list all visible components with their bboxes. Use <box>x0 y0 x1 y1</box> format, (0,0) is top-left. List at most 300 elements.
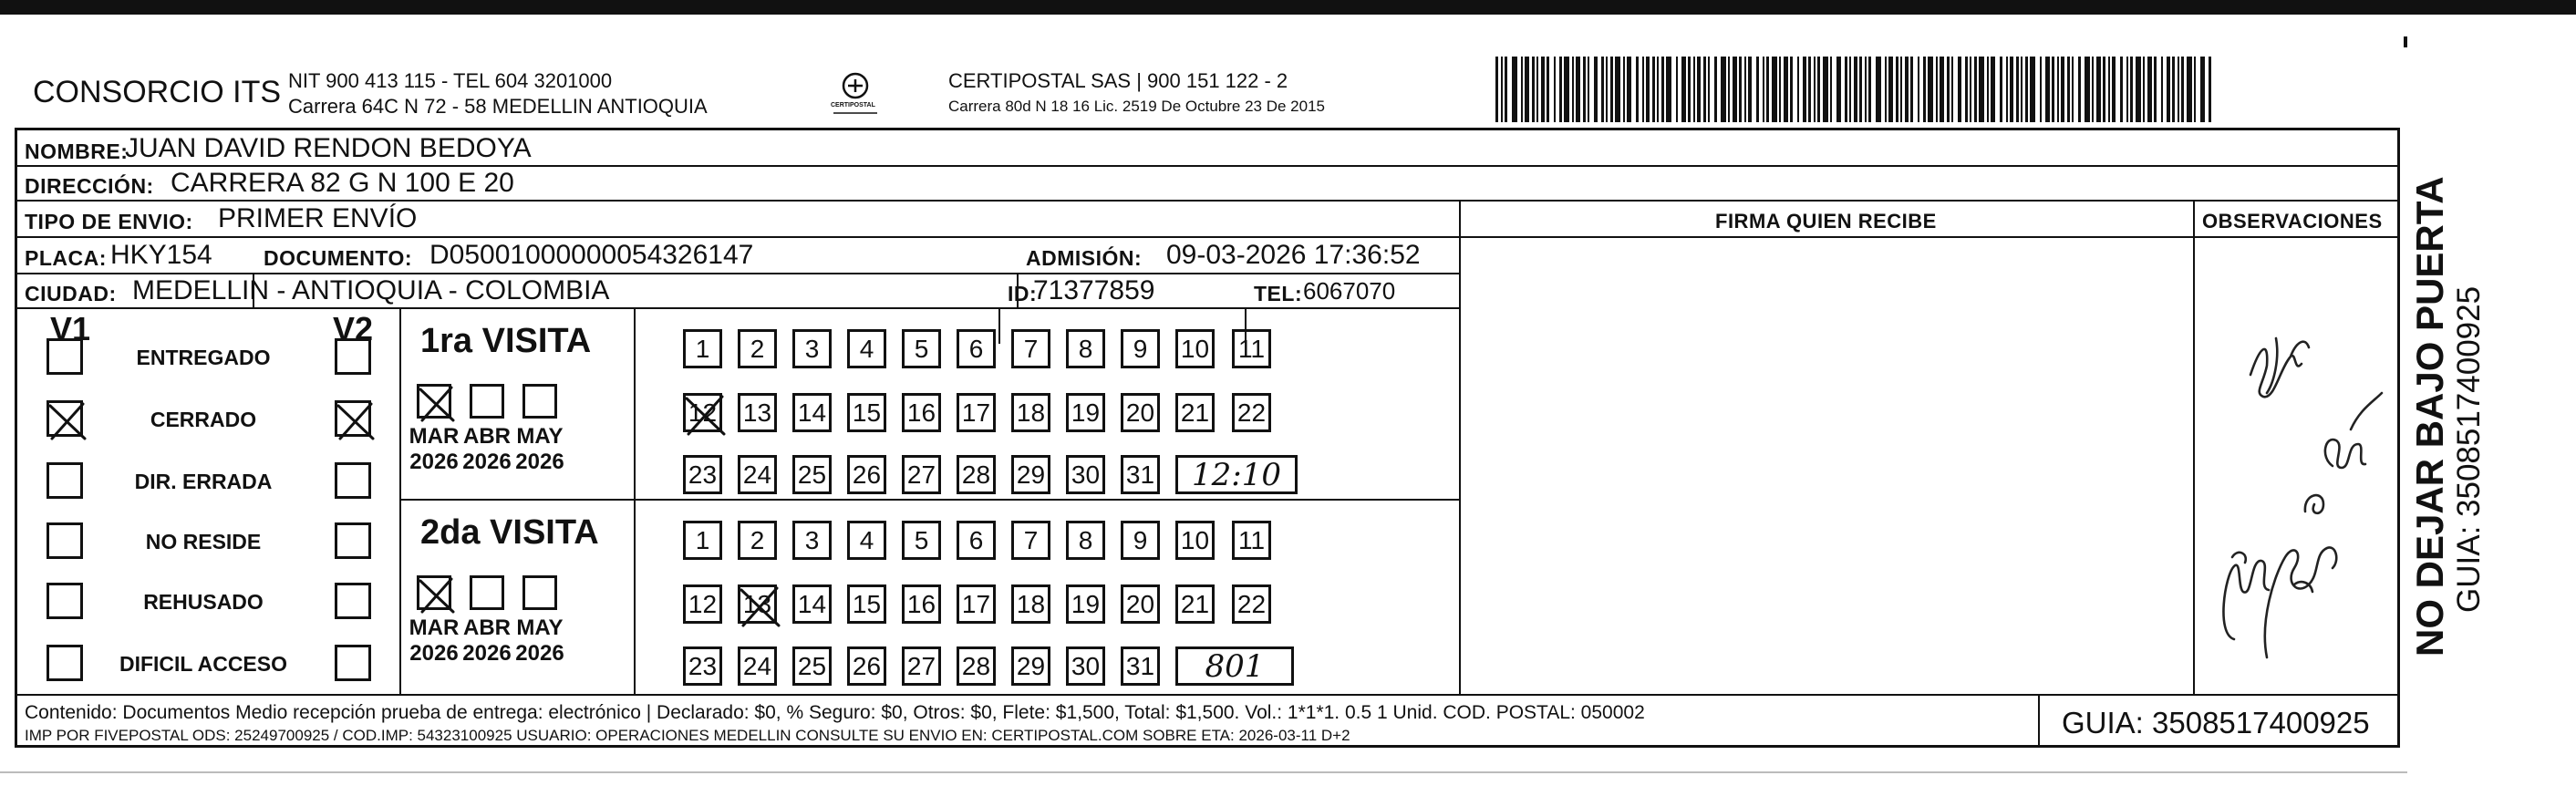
v2-status-checkbox[interactable] <box>335 400 371 437</box>
barcode-bar <box>1733 57 1737 122</box>
first-visit-month-label <box>512 424 567 474</box>
barcode-bar <box>2010 57 2013 122</box>
v1-status-checkbox[interactable] <box>47 338 83 375</box>
barcode-bar <box>2167 57 2170 122</box>
second-visit-day[interactable] <box>1066 584 1105 624</box>
second-visit-day[interactable] <box>738 584 777 624</box>
barcode-bar <box>1693 57 1695 122</box>
day-number: 25 <box>797 651 827 680</box>
first-visit-day[interactable] <box>683 393 722 432</box>
v1-heading: V1 <box>50 310 91 347</box>
barcode-bar <box>2130 57 2133 122</box>
v2-status-checkbox[interactable] <box>335 522 371 559</box>
company-nit-line: NIT 900 413 115 - TEL 604 3201000 <box>288 69 613 92</box>
day-number: 31 <box>1125 651 1155 680</box>
barcode-bar <box>1991 57 1995 122</box>
barcode-bar <box>1814 57 1816 122</box>
barcode-bar <box>1817 57 1820 122</box>
first-visit-day[interactable] <box>1011 455 1050 494</box>
first-visit-time[interactable]: 12:10 <box>1175 455 1298 494</box>
barcode-bar <box>2178 57 2179 122</box>
day-number: 10 <box>1180 525 1210 554</box>
barcode-bar <box>2030 57 2035 122</box>
barcode-bar <box>1958 57 1961 122</box>
day-number: 25 <box>797 460 827 489</box>
second-visit-day[interactable] <box>738 521 777 560</box>
barcode-bar <box>1888 57 1893 122</box>
month-year: 2026 <box>462 640 512 666</box>
barcode-bar <box>1564 57 1569 122</box>
first-visit-day[interactable] <box>1121 393 1160 432</box>
month-year: 2026 <box>409 640 459 666</box>
second-visit-month-checkbox[interactable] <box>522 575 557 610</box>
barcode-bar <box>1554 57 1556 122</box>
second-visit-day[interactable] <box>957 646 996 686</box>
day-number: 29 <box>1016 651 1046 680</box>
second-visit-day[interactable] <box>683 521 722 560</box>
first-visit-title: 1ra VISITA <box>420 322 592 360</box>
barcode-bar <box>1642 57 1644 122</box>
barcode-bar <box>2209 57 2211 122</box>
second-visit-day[interactable] <box>792 521 832 560</box>
first-visit-day[interactable] <box>683 455 722 494</box>
row-divider <box>17 273 1459 274</box>
city: MEDELLIN - ANTIOQUIA - COLOMBIA <box>132 275 610 305</box>
barcode-bar <box>2161 57 2163 122</box>
first-visit-month-checkbox[interactable] <box>522 384 557 419</box>
barcode-bar <box>1885 57 1887 122</box>
second-visit-day[interactable] <box>1175 584 1215 624</box>
day-number: 4 <box>859 334 874 363</box>
day-number: 12 <box>688 398 718 427</box>
first-visit-day[interactable] <box>1066 329 1105 368</box>
barcode-bar <box>1896 57 1898 122</box>
day-number: 9 <box>1133 334 1148 363</box>
first-visit-day[interactable] <box>1175 329 1215 368</box>
barcode-bar <box>2052 57 2054 122</box>
handwritten-signature <box>2196 238 2395 692</box>
day-number: 28 <box>961 651 991 680</box>
barcode-bar <box>1797 57 1799 122</box>
second-visit-day[interactable] <box>683 646 722 686</box>
barcode-bar <box>1936 57 1938 122</box>
day-number: 13 <box>742 398 772 427</box>
barcode-bar <box>1979 57 1984 122</box>
barcode-bar <box>1697 57 1701 122</box>
v2-status-checkbox[interactable] <box>335 462 371 499</box>
barcode-bar <box>1559 57 1562 122</box>
barcode-bar <box>1905 57 1909 122</box>
first-visit-day[interactable] <box>792 455 832 494</box>
day-number: 23 <box>688 651 718 680</box>
barcode-bar <box>1940 57 1944 122</box>
v2-heading: V2 <box>333 310 374 347</box>
day-number: 7 <box>1023 525 1039 554</box>
second-visit-day[interactable] <box>738 646 777 686</box>
first-visit-day[interactable] <box>847 393 886 432</box>
carrier-name-line: CERTIPOSTAL SAS | 900 151 122 - 2 <box>948 69 1288 92</box>
barcode-bar <box>2126 57 2128 122</box>
second-visit-day[interactable] <box>792 584 832 624</box>
barcode-bar <box>1541 57 1545 122</box>
second-visit-day[interactable] <box>1121 521 1160 560</box>
barcode-bar <box>1661 57 1664 122</box>
second-visit-day[interactable] <box>1066 521 1105 560</box>
day-number: 15 <box>852 589 882 618</box>
day-number: 24 <box>742 460 772 489</box>
day-number: 27 <box>906 460 936 489</box>
barcode-bar <box>1681 57 1686 122</box>
send-type: PRIMER ENVÍO <box>218 203 418 233</box>
first-visit-day[interactable] <box>957 393 996 432</box>
first-visit-day[interactable] <box>738 455 777 494</box>
recipient-address: CARRERA 82 G N 100 E 20 <box>171 168 514 198</box>
footer-divider <box>17 694 2397 696</box>
barcode-bar <box>1763 57 1764 122</box>
barcode-bar <box>2045 57 2050 122</box>
carrier-address-line: Carrera 80d N 18 16 Lic. 2519 De Octubre 23 De 2015 <box>948 98 1325 115</box>
month-name: ABR <box>463 424 511 449</box>
barcode-bar <box>1766 57 1769 122</box>
second-visit-month-label <box>512 615 567 666</box>
v2-status-checkbox[interactable] <box>335 338 371 375</box>
barcode-bar <box>2096 57 2101 122</box>
city-label: CIUDAD: <box>25 282 117 305</box>
top-edge-bar <box>0 0 2576 15</box>
first-visit-day[interactable] <box>1121 329 1160 368</box>
barcode-bar <box>1739 57 1742 122</box>
barcode-bar <box>2136 57 2141 122</box>
send-type-label: TIPO DE ENVIO: <box>25 210 193 233</box>
second-visit-day[interactable] <box>902 646 941 686</box>
delivery-form <box>15 128 2400 748</box>
scan-artifact <box>2404 36 2407 47</box>
status-label: NO RESIDE <box>145 530 262 553</box>
name-label: NOMBRE: <box>25 140 129 163</box>
first-visit-day[interactable] <box>1066 393 1105 432</box>
barcode-bar <box>1536 57 1538 122</box>
month-year: 2026 <box>462 449 512 474</box>
month-name: ABR <box>463 615 511 640</box>
day-number: 6 <box>968 525 984 554</box>
barcode-bar <box>2194 57 2196 122</box>
plate: HKY154 <box>110 240 212 270</box>
signature-area <box>1462 238 2191 692</box>
barcode-bar <box>1576 57 1580 122</box>
day-number: 22 <box>1236 589 1267 618</box>
day-number: 31 <box>1125 460 1155 489</box>
barcode-bar <box>1688 57 1691 122</box>
barcode-bar <box>1859 57 1862 122</box>
second-visit-day[interactable] <box>1066 646 1105 686</box>
v1-status-checkbox[interactable] <box>47 462 83 499</box>
barcode-bar <box>1849 57 1851 122</box>
second-visit-month-checkbox[interactable] <box>470 575 504 610</box>
second-visit-day[interactable] <box>1011 584 1050 624</box>
plate-label: PLACA: <box>25 246 107 270</box>
barcode-bar <box>1708 57 1710 122</box>
second-visit-day[interactable] <box>957 521 996 560</box>
second-visit-day[interactable] <box>847 521 886 560</box>
first-visit-day[interactable] <box>1175 393 1215 432</box>
visit-column-divider <box>399 307 401 694</box>
barcode-bar <box>1666 57 1671 122</box>
first-visit-month-label <box>460 424 514 474</box>
barcode-bar <box>1714 57 1717 122</box>
day-number: 24 <box>742 651 772 680</box>
day-number: 16 <box>906 398 936 427</box>
barcode <box>1495 57 2216 122</box>
barcode-bar <box>1512 57 1517 122</box>
first-visit-month-label <box>407 424 461 474</box>
day-number: 27 <box>906 651 936 680</box>
status-label: REHUSADO <box>143 590 264 614</box>
barcode-bar <box>2040 57 2042 122</box>
day-number: 8 <box>1078 334 1093 363</box>
side-guia: GUIA: 3508517400925 <box>2451 285 2487 613</box>
barcode-bar <box>1652 57 1655 122</box>
column-divider <box>1459 200 1461 694</box>
second-visit-day[interactable] <box>792 646 832 686</box>
day-number: 15 <box>852 398 882 427</box>
scan-edge-line <box>0 771 2407 773</box>
barcode-bar <box>1676 57 1678 122</box>
second-visit-day[interactable] <box>1011 521 1050 560</box>
second-visit-day[interactable] <box>847 646 886 686</box>
first-visit-day[interactable] <box>738 329 777 368</box>
day-number: 30 <box>1071 651 1101 680</box>
v2-status-checkbox[interactable] <box>335 645 371 681</box>
row-divider <box>17 307 1459 309</box>
v1-status-checkbox[interactable] <box>47 400 83 437</box>
day-number: 2 <box>750 525 765 554</box>
status-label: DIFICIL ACCESO <box>119 652 287 676</box>
barcode-bar <box>1918 57 1919 122</box>
second-visit-day[interactable] <box>1121 646 1160 686</box>
barcode-bar <box>1803 57 1806 122</box>
second-visit-code[interactable]: 801 <box>1175 646 1294 686</box>
barcode-bar <box>1721 57 1726 122</box>
barcode-bar <box>1974 57 1977 122</box>
second-visit-month-checkbox[interactable] <box>417 575 451 610</box>
barcode-bar <box>1646 57 1650 122</box>
v1-status-checkbox[interactable] <box>47 645 83 681</box>
observations-column-header: OBSERVACIONES <box>2202 210 2383 233</box>
first-visit-day[interactable] <box>792 329 832 368</box>
second-visit-day[interactable] <box>902 521 941 560</box>
barcode-bar <box>1525 57 1529 122</box>
month-year: 2026 <box>409 449 459 474</box>
month-year: 2026 <box>515 449 564 474</box>
day-number: 1 <box>695 525 710 554</box>
first-visit-day[interactable] <box>738 393 777 432</box>
document-label: DOCUMENTO: <box>264 246 413 270</box>
second-visit-month-label <box>460 615 514 666</box>
day-number: 4 <box>859 525 874 554</box>
barcode-bar <box>2092 57 2094 122</box>
first-visit-day[interactable] <box>957 329 996 368</box>
barcode-bar <box>1823 57 1828 122</box>
day-number: 18 <box>1016 398 1046 427</box>
month-name: MAR <box>409 615 460 640</box>
day-number: 5 <box>914 334 929 363</box>
barcode-bar <box>2147 57 2152 122</box>
first-visit-day[interactable] <box>792 393 832 432</box>
barcode-bar <box>1779 57 1781 122</box>
day-number: 12 <box>688 589 718 618</box>
barcode-bar <box>1845 57 1847 122</box>
barcode-bar <box>2057 57 2059 122</box>
barcode-bar <box>1756 57 1759 122</box>
day-number: 2 <box>750 334 765 363</box>
day-number: 22 <box>1236 398 1267 427</box>
second-visit-day[interactable] <box>1011 646 1050 686</box>
month-name: MAY <box>516 615 564 640</box>
barcode-bar <box>2000 57 2002 122</box>
second-visit-day[interactable] <box>902 584 941 624</box>
barcode-bar <box>2181 57 2184 122</box>
second-visit-day[interactable] <box>1232 521 1271 560</box>
barcode-bar <box>1748 57 1752 122</box>
barcode-bar <box>2025 57 2028 122</box>
barcode-bar <box>1784 57 1788 122</box>
logo-caption: CERTIPOSTAL <box>831 102 875 109</box>
second-visit-day[interactable] <box>1121 584 1160 624</box>
second-visit-day[interactable] <box>1232 584 1271 624</box>
company-name: CONSORCIO ITS <box>33 75 282 109</box>
day-number: 9 <box>1133 525 1148 554</box>
day-number: 30 <box>1071 460 1101 489</box>
signature-column-header: FIRMA QUIEN RECIBE <box>1715 210 1937 233</box>
day-number: 11 <box>1237 525 1266 554</box>
second-visit-day[interactable] <box>847 584 886 624</box>
barcode-bar <box>1900 57 1902 122</box>
admission-datetime: 09-03-2026 17:36:52 <box>1166 240 1421 270</box>
barcode-bar <box>1610 57 1613 122</box>
second-visit-day[interactable] <box>1175 521 1215 560</box>
day-number: 14 <box>797 398 827 427</box>
first-visit-month-checkbox[interactable] <box>417 384 451 419</box>
barcode-bar <box>1910 57 1913 122</box>
day-number: 5 <box>914 525 929 554</box>
barcode-bar <box>2061 57 2064 122</box>
first-visit-day[interactable] <box>847 455 886 494</box>
second-visit-month-label <box>407 615 461 666</box>
barcode-bar <box>1951 57 1953 122</box>
first-visit-day[interactable] <box>1066 455 1105 494</box>
month-name: MAR <box>409 424 460 449</box>
second-visit-title: 2da VISITA <box>420 513 599 552</box>
barcode-bar <box>1772 57 1777 122</box>
certipostal-logo-icon <box>828 66 883 120</box>
barcode-bar <box>1521 57 1523 122</box>
first-visit-day[interactable] <box>1232 393 1271 432</box>
first-visit-day[interactable] <box>957 455 996 494</box>
month-name: MAY <box>516 424 564 449</box>
barcode-bar <box>1495 57 1498 122</box>
recipient-tel: 6067070 <box>1303 277 1396 305</box>
day-number: 17 <box>961 589 991 618</box>
second-day-check-mark <box>738 584 782 629</box>
barcode-bar <box>2016 57 2019 122</box>
footer-guia: GUIA: 3508517400925 <box>2062 706 2370 739</box>
first-visit-day[interactable] <box>902 329 941 368</box>
barcode-bar <box>1865 57 1867 122</box>
barcode-bar <box>1588 57 1589 122</box>
barcode-bar <box>2085 57 2090 122</box>
first-visit-day[interactable] <box>1121 455 1160 494</box>
barcode-bar <box>1854 57 1857 122</box>
barcode-bar <box>2067 57 2070 122</box>
v1-check-mark <box>47 400 88 442</box>
barcode-bar <box>1928 57 1933 122</box>
v2-check-mark <box>335 400 377 442</box>
first-visit-day[interactable] <box>902 393 941 432</box>
day-number: 3 <box>804 334 820 363</box>
v1-status-checkbox[interactable] <box>47 522 83 559</box>
v2-status-checkbox[interactable] <box>335 583 371 619</box>
barcode-bar <box>1868 57 1871 122</box>
document-number: D05001000000054326147 <box>429 240 754 270</box>
row-divider <box>17 165 2397 167</box>
first-visit-day[interactable] <box>1011 329 1050 368</box>
barcode-bar <box>1965 57 1968 122</box>
barcode-bar <box>1505 57 1507 122</box>
barcode-bar <box>1744 57 1746 122</box>
tel-label: TEL: <box>1254 282 1303 305</box>
barcode-bar <box>2120 57 2123 122</box>
day-number: 13 <box>742 589 772 618</box>
barcode-bar <box>1623 57 1625 122</box>
first-visit-day[interactable] <box>902 455 941 494</box>
barcode-bar <box>1547 57 1549 122</box>
day-number: 8 <box>1078 525 1093 554</box>
first-visit-day[interactable] <box>1232 329 1271 368</box>
barcode-bar <box>2112 57 2116 122</box>
company-address-line: Carrera 64C N 72 - 58 MEDELLIN ANTIOQUIA <box>288 95 708 118</box>
day-number: 29 <box>1016 460 1046 489</box>
visit-column-divider <box>634 307 636 694</box>
first-visit-day[interactable] <box>683 329 722 368</box>
barcode-bar <box>1606 57 1608 122</box>
first-visit-day[interactable] <box>1011 393 1050 432</box>
barcode-bar <box>2006 57 2008 122</box>
day-number: 10 <box>1180 334 1210 363</box>
day-number: 16 <box>906 589 936 618</box>
barcode-bar <box>1636 57 1639 122</box>
barcode-bar <box>1583 57 1586 122</box>
barcode-bar <box>1657 57 1659 122</box>
second-month-check-mark <box>417 575 457 615</box>
day-number: 28 <box>961 460 991 489</box>
second-visit-day[interactable] <box>683 584 722 624</box>
day-number: 1 <box>695 334 710 363</box>
barcode-bar <box>1601 57 1604 122</box>
day-number: 11 <box>1237 334 1266 363</box>
barcode-bar <box>2078 57 2081 122</box>
v1-status-checkbox[interactable] <box>47 583 83 619</box>
barcode-bar <box>1703 57 1706 122</box>
first-visit-day[interactable] <box>847 329 886 368</box>
first-visit-month-checkbox[interactable] <box>470 384 504 419</box>
barcode-bar <box>1923 57 1926 122</box>
second-visit-day[interactable] <box>957 584 996 624</box>
day-number: 23 <box>688 460 718 489</box>
barcode-bar <box>1836 57 1841 122</box>
row-divider <box>17 200 2397 202</box>
status-label: DIR. ERRADA <box>134 470 273 493</box>
recipient-name: JUAN DAVID RENDON BEDOYA <box>125 133 532 163</box>
